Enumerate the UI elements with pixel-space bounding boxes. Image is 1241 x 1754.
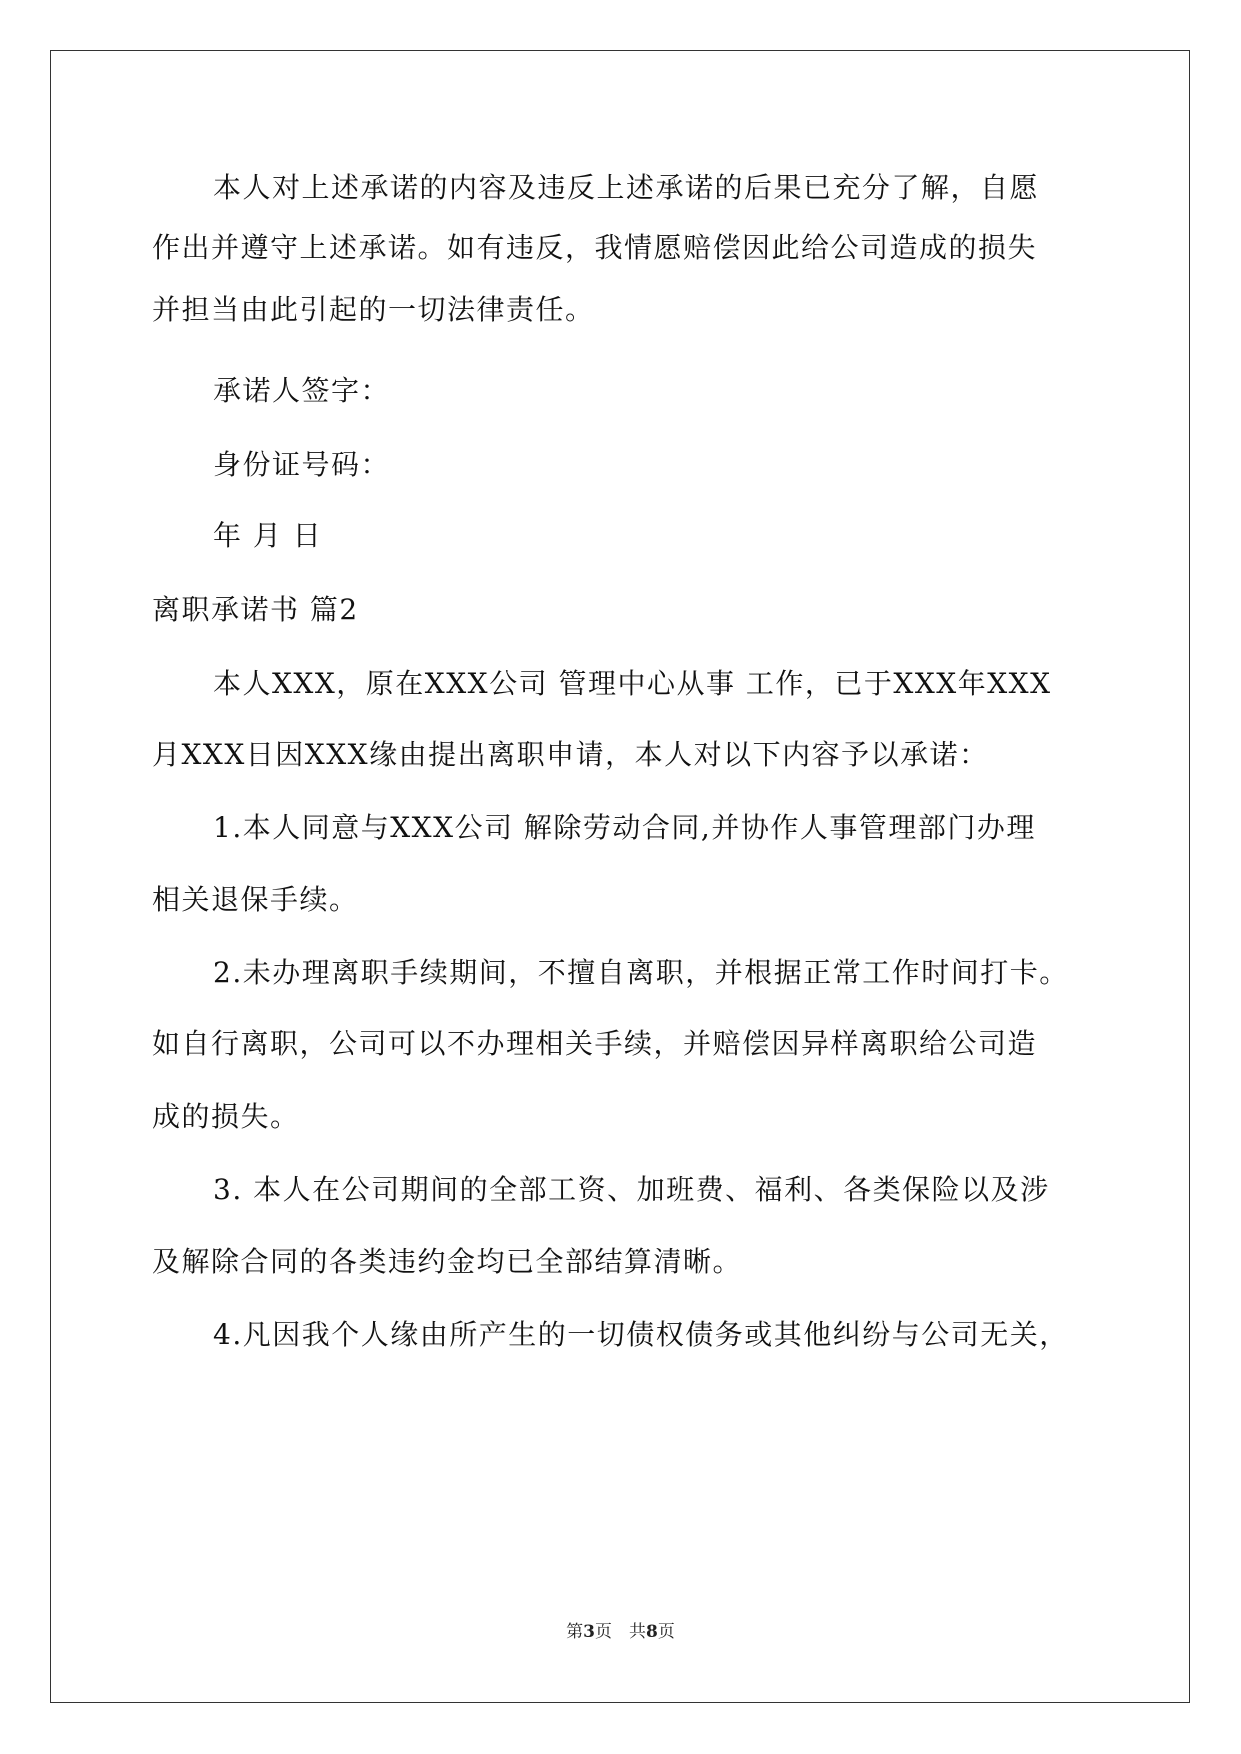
page-number-footer — [0, 1617, 1241, 1642]
date-label: 年 月 日 — [213, 519, 323, 552]
total-pages-number: 8 — [646, 1622, 658, 1642]
section-heading: 离职承诺书 篇2 — [152, 593, 359, 626]
list-item-4: 4.凡因我个人缘由所产生的一切债权债务或其他纠纷与公司无关， — [213, 1318, 1069, 1351]
list-item-2: 2.未办理离职手续期间，不擅自离职，并根据正常工作时间打卡。 — [213, 956, 1069, 989]
paragraph-line: 作出并遵守上述承诺。如有违反，我情愿赔偿因此给公司造成的损失 — [152, 231, 1038, 264]
footer-suffix: 页 — [657, 1622, 675, 1642]
paragraph-line: 月XXX日因XXX缘由提出离职申请，本人对以下内容予以承诺： — [152, 738, 989, 771]
footer-prefix: 第 — [566, 1622, 584, 1642]
paragraph-line: 并担当由此引起的一切法律责任。 — [152, 293, 595, 326]
list-item-2-cont: 成的损失。 — [152, 1100, 300, 1133]
footer-mid: 页 共 — [595, 1622, 646, 1642]
signature-label: 承诺人签字： — [213, 374, 391, 407]
list-item-1: 1.本人同意与XXX公司 解除劳动合同,并协作人事管理部门办理 — [213, 811, 1036, 844]
list-item-1-cont: 相关退保手续。 — [152, 883, 359, 916]
list-item-3: 3. 本人在公司期间的全部工资、加班费、福利、各类保险以及涉 — [213, 1173, 1050, 1206]
current-page-number: 3 — [583, 1622, 595, 1642]
paragraph-line: 本人XXX，原在XXX公司 管理中心从事 工作，已于XXX年XXX — [213, 667, 1052, 700]
paragraph-line: 本人对上述承诺的内容及违反上述承诺的后果已充分了解，自愿 — [213, 171, 1040, 204]
id-number-label: 身份证号码： — [213, 448, 391, 481]
list-item-3-cont: 及解除合同的各类违约金均已全部结算清晰。 — [152, 1245, 743, 1278]
list-item-2-cont: 如自行离职，公司可以不办理相关手续，并赔偿因异样离职给公司造 — [152, 1027, 1038, 1060]
